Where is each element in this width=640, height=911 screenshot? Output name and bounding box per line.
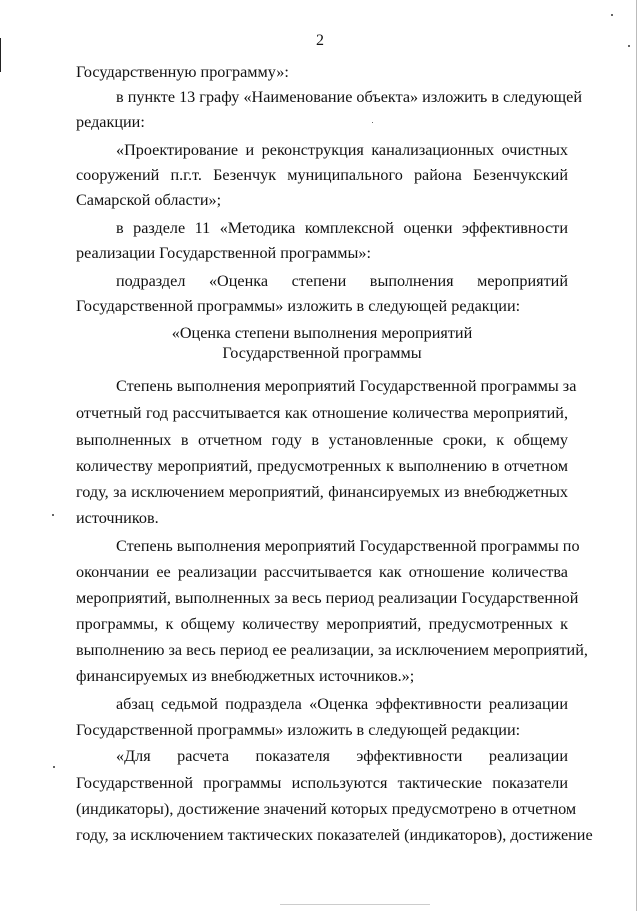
text-line: абзац седьмой подраздела «Оценка эффективности реализации — [116, 695, 568, 713]
text-line: году, за исключением мероприятий, финансируемых из внебюджетных — [76, 483, 568, 501]
scan-speck — [628, 45, 630, 47]
text-line: источников. — [76, 509, 159, 527]
text-line: количеству мероприятий, предусмотренных к выполнению в отчетном — [76, 457, 568, 475]
text-line: Государственной программы» изложить в следующей редакции: — [76, 297, 521, 315]
scan-speck — [372, 122, 373, 123]
text-line: «Для расчета показателя эффективности реализации — [116, 747, 568, 765]
text-line: (индикаторы), достижение значений которых предусмотрено в отчетном — [76, 800, 577, 818]
scan-speck — [611, 14, 613, 16]
text-line: мероприятий, выполненных за весь период реализации Государственной — [76, 589, 579, 607]
text-line: Государственную программу»: — [76, 63, 289, 81]
text-line: отчетный год рассчитывается как отношение количества мероприятий, — [76, 404, 568, 422]
text-line: в разделе 11 «Методика комплексной оценки эффективности — [116, 219, 568, 237]
text-line: Самарской области»; — [76, 191, 222, 209]
section-heading: «Оценка степени выполнения мероприятий — [171, 324, 473, 342]
text-line: Государственной программы используются тактические показатели — [76, 774, 568, 792]
text-line: выполнению за весь период ее реализации, за исключением мероприятий, — [76, 641, 588, 659]
scan-edge-mark — [0, 38, 1, 72]
text-line: в пункте 13 графу «Наименование объекта» изложить в следующей — [116, 88, 582, 106]
text-line: Степень выполнения мероприятий Государственной программы за — [116, 377, 577, 395]
text-line: Степень выполнения мероприятий Государственной программы по — [116, 537, 580, 555]
text-line: реализации Государственной программы»: — [76, 244, 371, 262]
text-line: «Проектирование и реконструкция канализационных очистных — [116, 141, 568, 159]
text-line: редакции: — [76, 113, 145, 131]
section-heading: Государственной программы — [222, 344, 422, 362]
scan-speck — [53, 766, 55, 768]
text-line: программы, к общему количеству мероприятий, предусмотренных к — [76, 615, 568, 633]
text-line: финансируемых из внебюджетных источников.»; — [76, 667, 415, 685]
scan-edge-mark — [280, 904, 430, 905]
scan-speck — [52, 514, 54, 516]
scan-edge-mark — [636, 0, 637, 911]
page-number: 2 — [316, 32, 324, 49]
text-line: сооружений п.г.т. Безенчук муниципального района Безенчукский — [76, 166, 568, 184]
text-line: Государственной программы» изложить в следующей редакции: — [76, 721, 521, 739]
text-line: выполненных в отчетном году в установленные сроки, к общему — [76, 431, 568, 449]
text-line: окончании ее реализации рассчитывается как отношение количества — [76, 563, 568, 581]
text-line: подраздел «Оценка степени выполнения мероприятий — [116, 272, 568, 290]
text-line: году, за исключением тактических показателей (индикаторов), достижение — [76, 826, 593, 844]
